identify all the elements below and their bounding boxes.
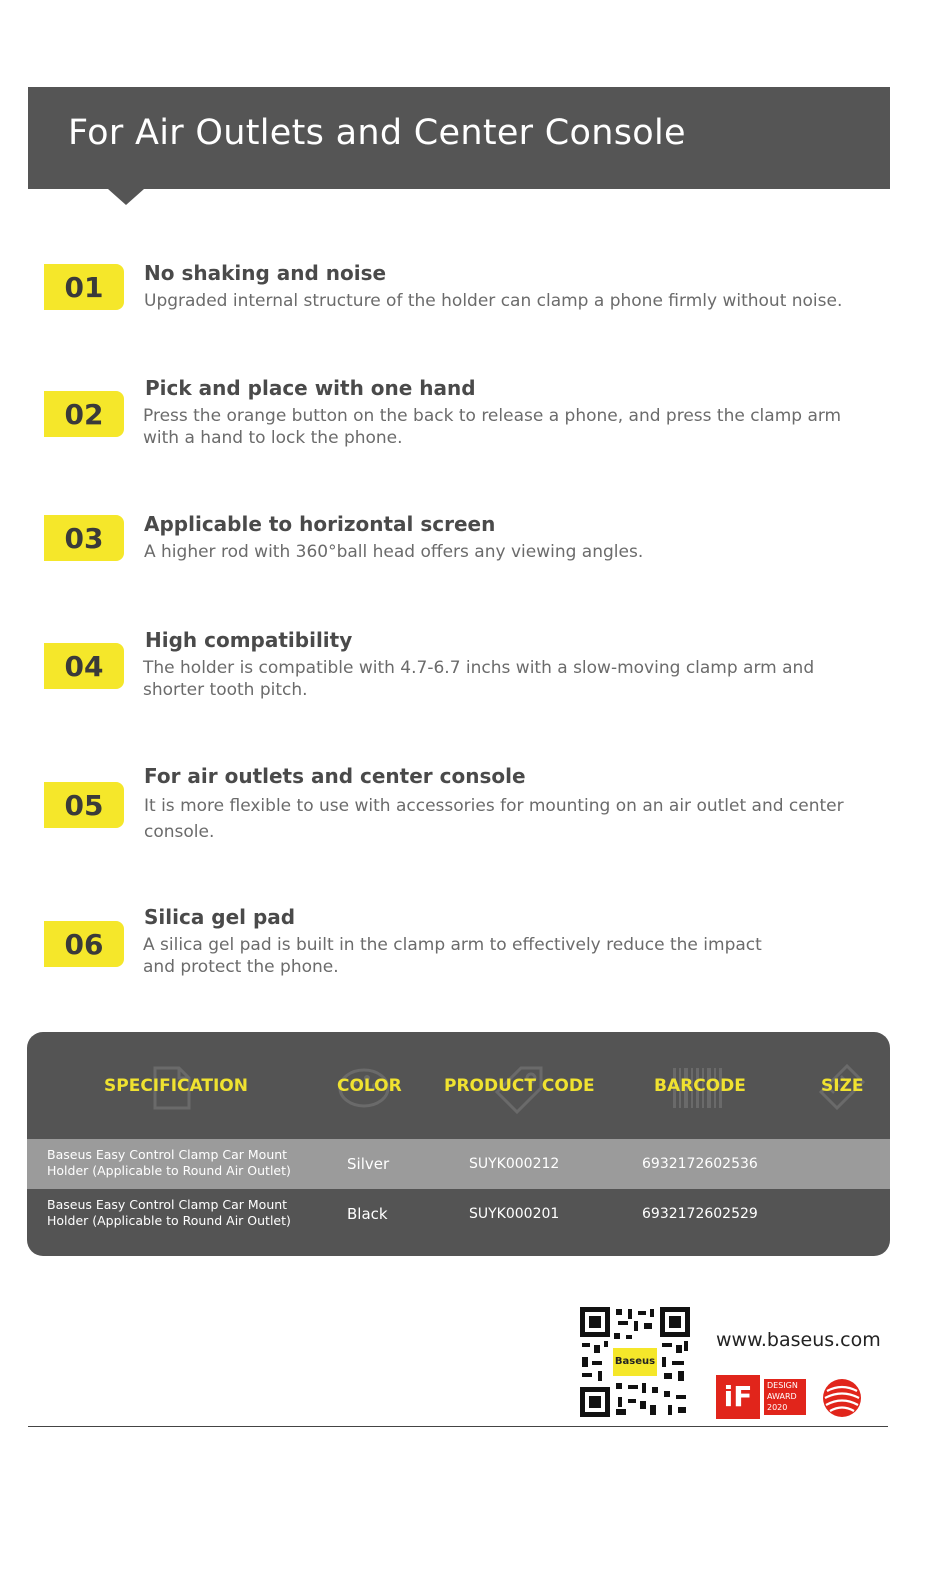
banner-notch: [108, 189, 144, 205]
feature-description: Press the orange button on the back to release a phone, and press the clamp arm with a hand to lock the phone.: [143, 406, 842, 448]
cell-specification: Baseus Easy Control Clamp Car Mount Holder (Applicable to Round Air Outlet): [47, 1197, 291, 1228]
header-barcode: BARCODE: [654, 1076, 746, 1096]
table-row: [27, 1189, 890, 1239]
feature-title: High compatibility: [145, 628, 353, 652]
cell-barcode: 6932172602536: [642, 1156, 758, 1172]
feature-number: 03: [44, 515, 124, 561]
header-size: SIZE: [821, 1076, 864, 1096]
cell-specification: Baseus Easy Control Clamp Car Mount Holder (Applicable to Round Air Outlet): [47, 1147, 291, 1178]
spec-table-header: [27, 1032, 890, 1139]
table-row: [27, 1139, 890, 1189]
if-design-award-logo: [716, 1375, 808, 1419]
cell-barcode: 6932172602529: [642, 1206, 758, 1222]
feature-title: Applicable to horizontal screen: [144, 512, 496, 536]
feature-description: It is more flexible to use with accessories for mounting on an air outlet and center console.: [144, 796, 844, 842]
header-product-code: PRODUCT CODE: [444, 1076, 595, 1096]
feature-description: Upgraded internal structure of the holder can clamp a phone firmly without noise.: [144, 291, 843, 311]
feature-number: 01: [44, 264, 124, 310]
cell-product-code: SUYK000201: [469, 1206, 560, 1222]
page-banner: [28, 87, 890, 189]
if-award-line: AWARD: [767, 1392, 797, 1401]
feature-number: 02: [44, 391, 124, 437]
qr-code[interactable]: [578, 1305, 692, 1419]
header-color: COLOR: [337, 1076, 402, 1096]
cell-color: Silver: [347, 1155, 390, 1173]
feature-description: A silica gel pad is built in the clamp arm to effectively reduce the impact and protect the phone.: [143, 935, 762, 977]
spec-table: [27, 1032, 890, 1256]
website-link[interactable]: www.baseus.com: [716, 1329, 881, 1351]
header-specification: SPECIFICATION: [104, 1076, 248, 1096]
cell-color: Black: [347, 1205, 388, 1223]
feature-description: The holder is compatible with 4.7-6.7 inchs with a slow-moving clamp arm and shorter tooth pitch.: [143, 658, 815, 700]
feature-number: 05: [44, 782, 124, 828]
feature-number: 06: [44, 921, 124, 967]
page-title: For Air Outlets and Center Console: [68, 113, 686, 153]
feature-description: A higher rod with 360°ball head offers any viewing angles.: [144, 542, 644, 562]
if-logo-mark: iF: [716, 1375, 760, 1419]
if-award-text: [764, 1379, 806, 1415]
if-award-line: DESIGN: [767, 1381, 798, 1390]
feature-title: No shaking and noise: [144, 261, 387, 285]
feature-title: For air outlets and center console: [144, 764, 526, 788]
baseus-logo: Baseus: [613, 1348, 657, 1376]
red-dot-award-icon: [821, 1377, 863, 1419]
footer-divider: [28, 1426, 888, 1427]
feature-title: Pick and place with one hand: [145, 376, 476, 400]
cell-product-code: SUYK000212: [469, 1156, 560, 1172]
feature-number: 04: [44, 643, 124, 689]
if-award-line: 2020: [767, 1403, 788, 1412]
feature-title: Silica gel pad: [144, 905, 296, 929]
